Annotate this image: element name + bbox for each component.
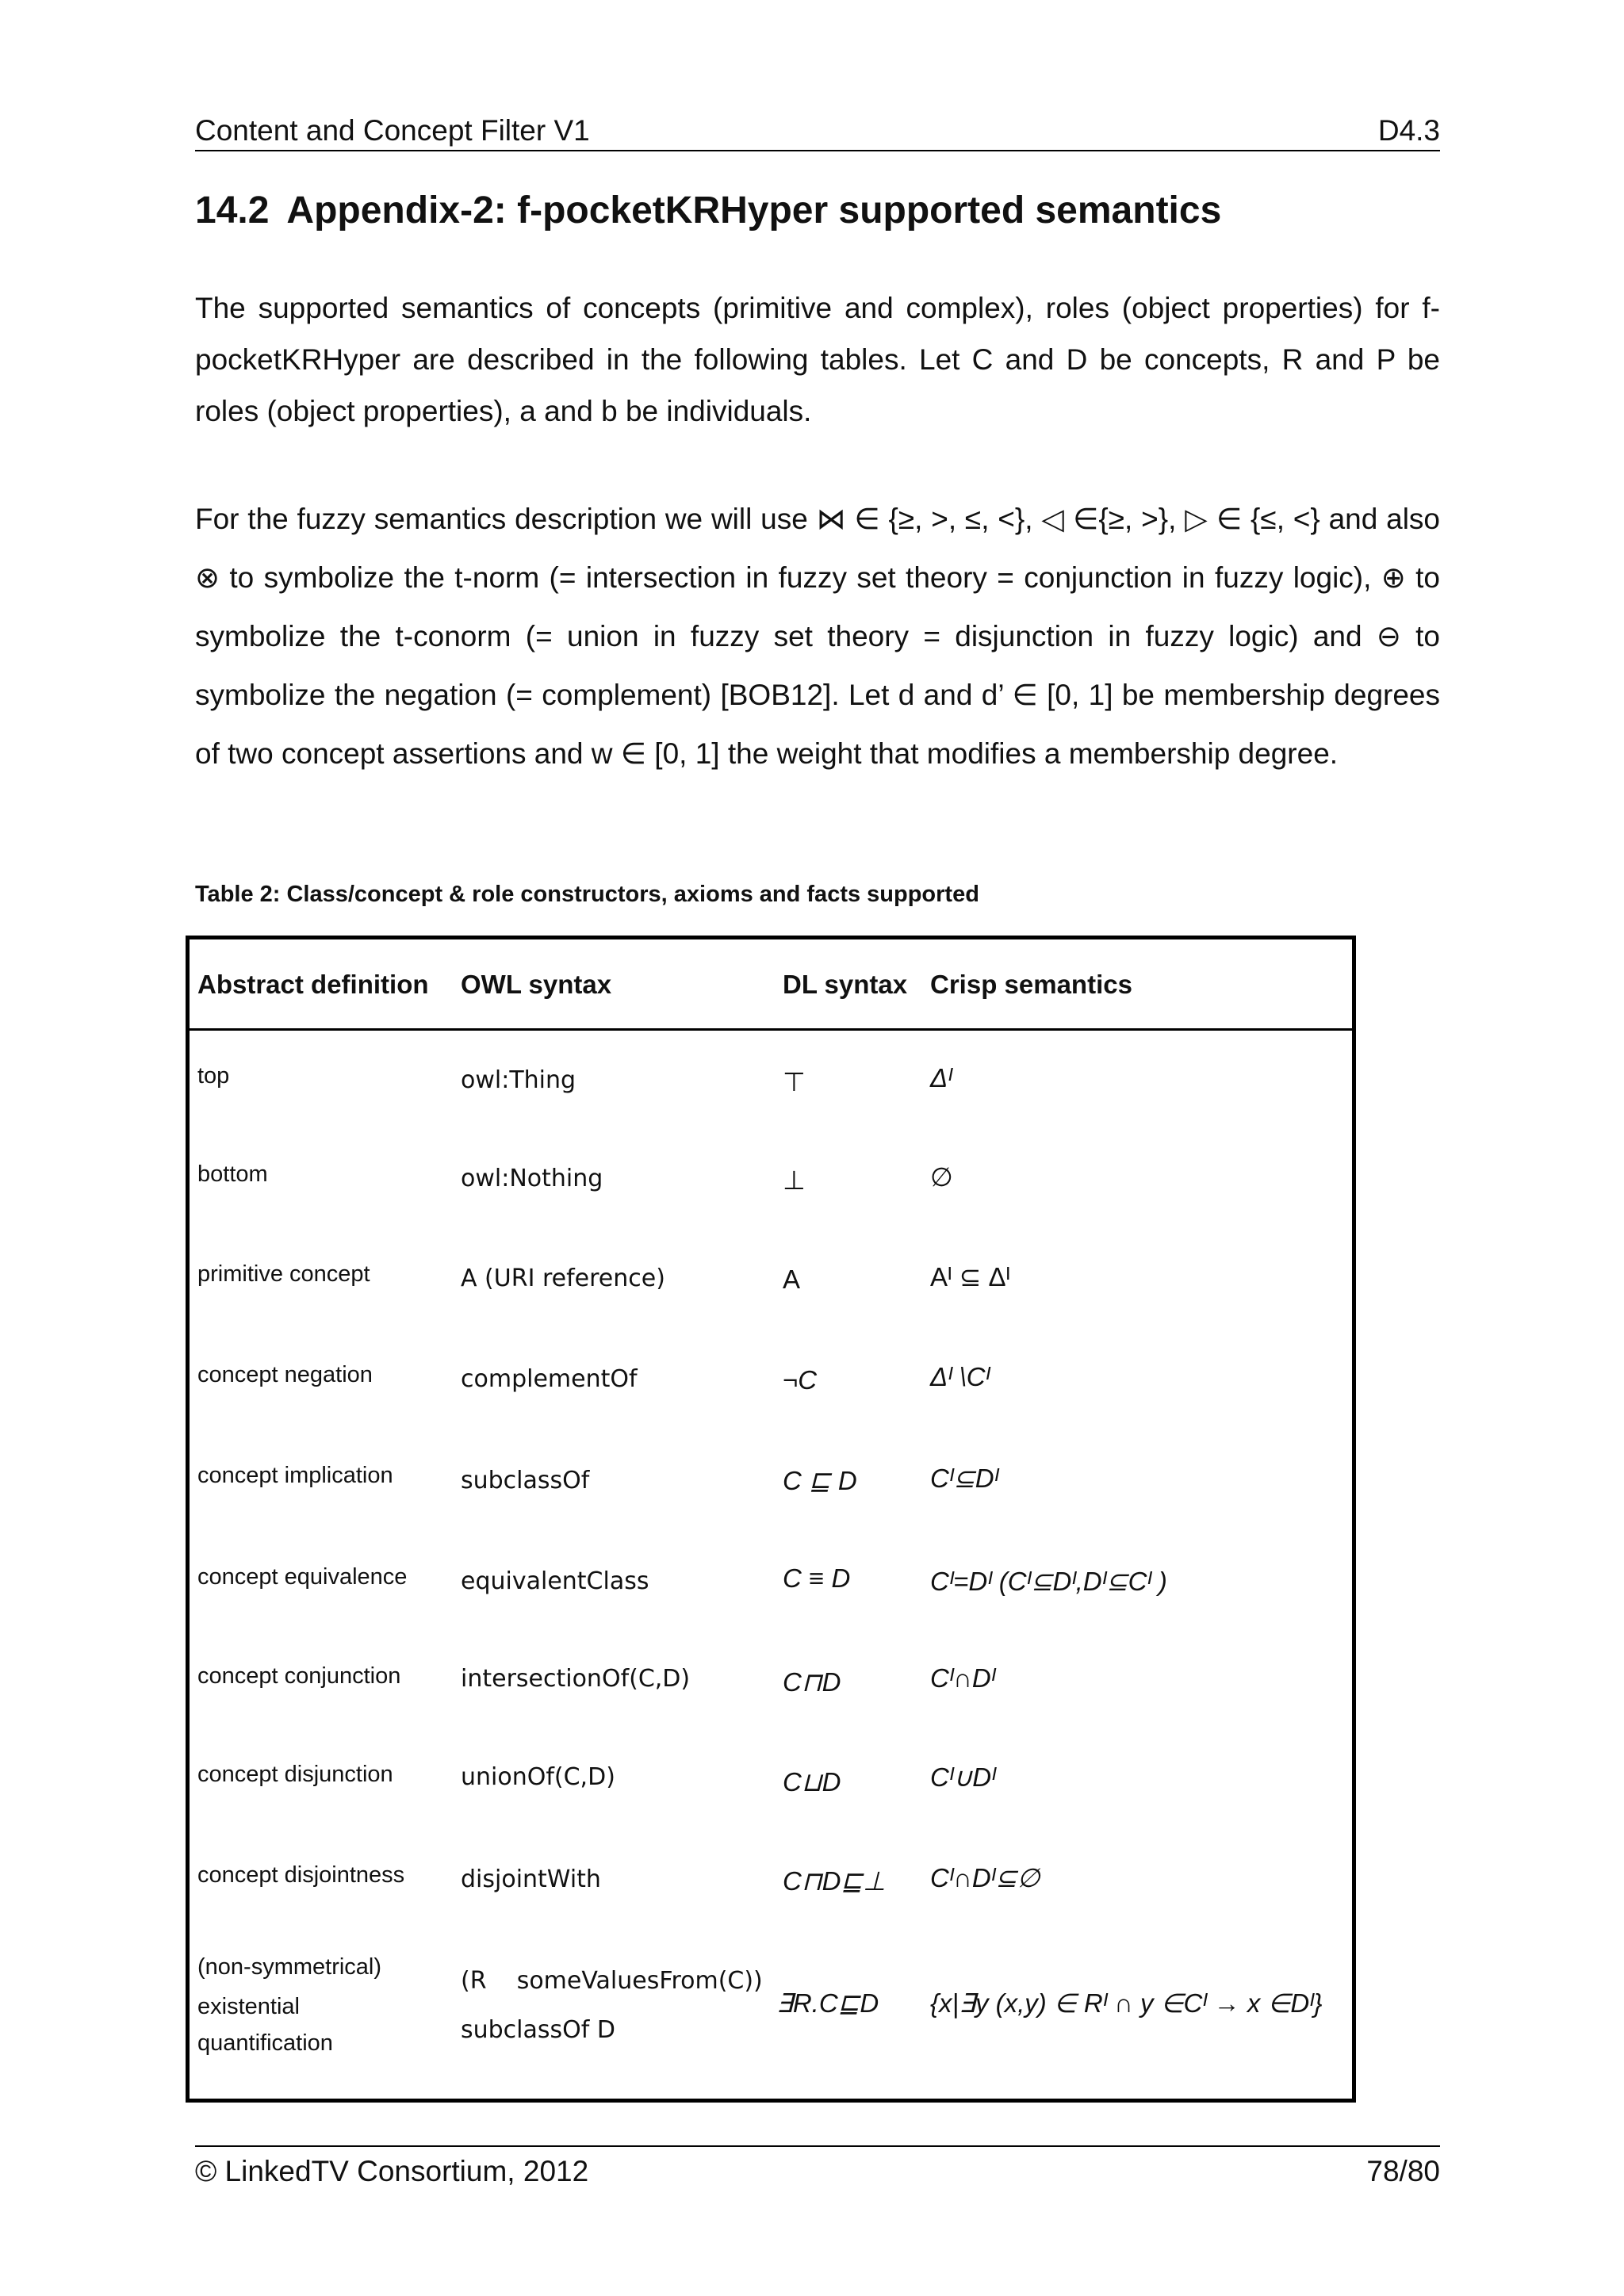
table-caption: Table 2: Class/concept & role constructors, axioms and facts supported — [195, 882, 979, 907]
crisp-semantics-cell: {x|∃y (x,y) ∈ Rᴵ ∩ y ∈Cᴵ → x ∈Dᴵ} — [930, 1988, 1323, 2018]
copyright: © LinkedTV Consortium, 2012 — [195, 2155, 589, 2187]
section-title: Appendix-2: f-pocketKRHyper supported semantics — [286, 189, 1222, 232]
abstract-definition-cell: concept negation — [197, 1362, 373, 1387]
abstract-definition-line3: quantification — [197, 2030, 333, 2056]
abstract-definition-cell: top — [197, 1063, 230, 1089]
constructors-table — [186, 936, 1356, 2103]
header-crisp-semantics: Crisp semantics — [930, 970, 1132, 999]
abstract-definition-cell: concept equivalence — [197, 1564, 408, 1590]
owl-syntax-line2: subclassOf D — [461, 2016, 615, 2044]
header-dl-syntax: DL syntax — [783, 970, 908, 999]
owl-syntax-line1: (R someValuesFrom(C)) — [461, 1967, 763, 1995]
crisp-semantics-cell: Aᴵ ⊆ Δᴵ — [930, 1262, 1011, 1292]
owl-syntax-cell: equivalentClass — [461, 1567, 649, 1595]
document-code: D4.3 — [1377, 114, 1440, 147]
abstract-definition-line1: (non-symmetrical) — [197, 1954, 382, 1980]
dl-syntax-cell: C⊓D⊑⊥ — [783, 1866, 886, 1896]
owl-syntax-cell: subclassOf — [461, 1467, 590, 1494]
header-owl-syntax: OWL syntax — [461, 970, 612, 999]
owl-syntax-cell: owl:Nothing — [461, 1165, 603, 1192]
abstract-definition-cell: primitive concept — [197, 1261, 370, 1287]
abstract-definition-cell: concept disjunction — [197, 1762, 393, 1787]
owl-syntax-cell: A (URI reference) — [461, 1265, 665, 1292]
dl-syntax-cell: C ≡ D — [783, 1563, 851, 1593]
header-rule — [195, 150, 1440, 151]
abstract-definition-line2: existential — [197, 1994, 300, 2019]
section-number: 14.2 — [195, 189, 270, 232]
crisp-semantics-cell: Δᴵ \Cᴵ — [930, 1362, 990, 1391]
crisp-semantics-cell: ∅ — [930, 1162, 953, 1192]
crisp-semantics-cell: Δᴵ — [930, 1063, 952, 1093]
table-header-rule — [190, 1028, 1352, 1031]
abstract-definition-cell: concept implication — [197, 1463, 393, 1488]
fuzzy-semantics-paragraph: For the fuzzy semantics description we will use ⋈ ∈ {≥, >, ≤, <}, ◁ ∈{≥, >}, ▷ ∈ {≤, <} and also ⊗ to symbolize the t-norm (= intersection in fuzzy set theory = conjunction in fuzzy logic), ⊕ to symbolize the t-conorm (= union in fuzzy set theory = disjunction in fuzzy logic) and ⊖ to symbolize the negation (= complement) [BOB12]. Let d and d’ ∈ [0, 1] be membership degrees of two concept assertions and w ∈ [0, 1] the weight that modifies a membership degree. — [195, 503, 1440, 770]
owl-syntax-cell: complementOf — [461, 1365, 638, 1393]
dl-syntax-cell: C ⊑ D — [783, 1466, 857, 1495]
owl-syntax-cell: unionOf(C,D) — [461, 1763, 615, 1791]
dl-syntax-cell: ∃R.C⊑D — [776, 1988, 879, 2018]
crisp-semantics-cell: Cᴵ∩Dᴵ⊆∅ — [930, 1863, 1040, 1892]
crisp-semantics-cell: Cᴵ⊆Dᴵ — [930, 1464, 998, 1493]
dl-syntax-cell: C⊓D — [783, 1667, 841, 1697]
crisp-semantics-cell: Cᴵ∪Dᴵ — [930, 1762, 996, 1792]
intro-paragraph: The supported semantics of concepts (primitive and complex), roles (object properties) for f-pocketKRHyper are described in the following tables. Let C and D be concepts, R and P be roles (object properties), a and b be individuals. — [195, 292, 1440, 427]
crisp-semantics-cell: Cᴵ∩Dᴵ — [930, 1663, 995, 1693]
owl-syntax-cell: owl:Thing — [461, 1066, 576, 1094]
dl-syntax-cell: C⊔D — [783, 1767, 841, 1797]
page-number: 78/80 — [1366, 2155, 1440, 2187]
owl-syntax-cell: disjointWith — [461, 1866, 601, 1893]
abstract-definition-cell: concept disjointness — [197, 1862, 405, 1888]
dl-syntax-cell: ⊥ — [783, 1165, 806, 1195]
header-abstract-definition: Abstract definition — [197, 970, 429, 999]
dl-syntax-cell: ⊤ — [783, 1067, 806, 1096]
section-heading — [195, 189, 1221, 232]
footer-rule — [195, 2145, 1440, 2147]
crisp-semantics-cell: Cᴵ=Dᴵ (Cᴵ⊆Dᴵ,Dᴵ⊆Cᴵ ) — [930, 1567, 1167, 1596]
abstract-definition-cell: bottom — [197, 1161, 268, 1187]
abstract-definition-cell: concept conjunction — [197, 1663, 401, 1689]
owl-syntax-cell: intersectionOf(C,D) — [461, 1665, 691, 1693]
dl-syntax-cell: ¬C — [783, 1365, 818, 1395]
document-title: Content and Concept Filter V1 — [195, 114, 590, 147]
dl-syntax-cell: A — [783, 1265, 801, 1294]
